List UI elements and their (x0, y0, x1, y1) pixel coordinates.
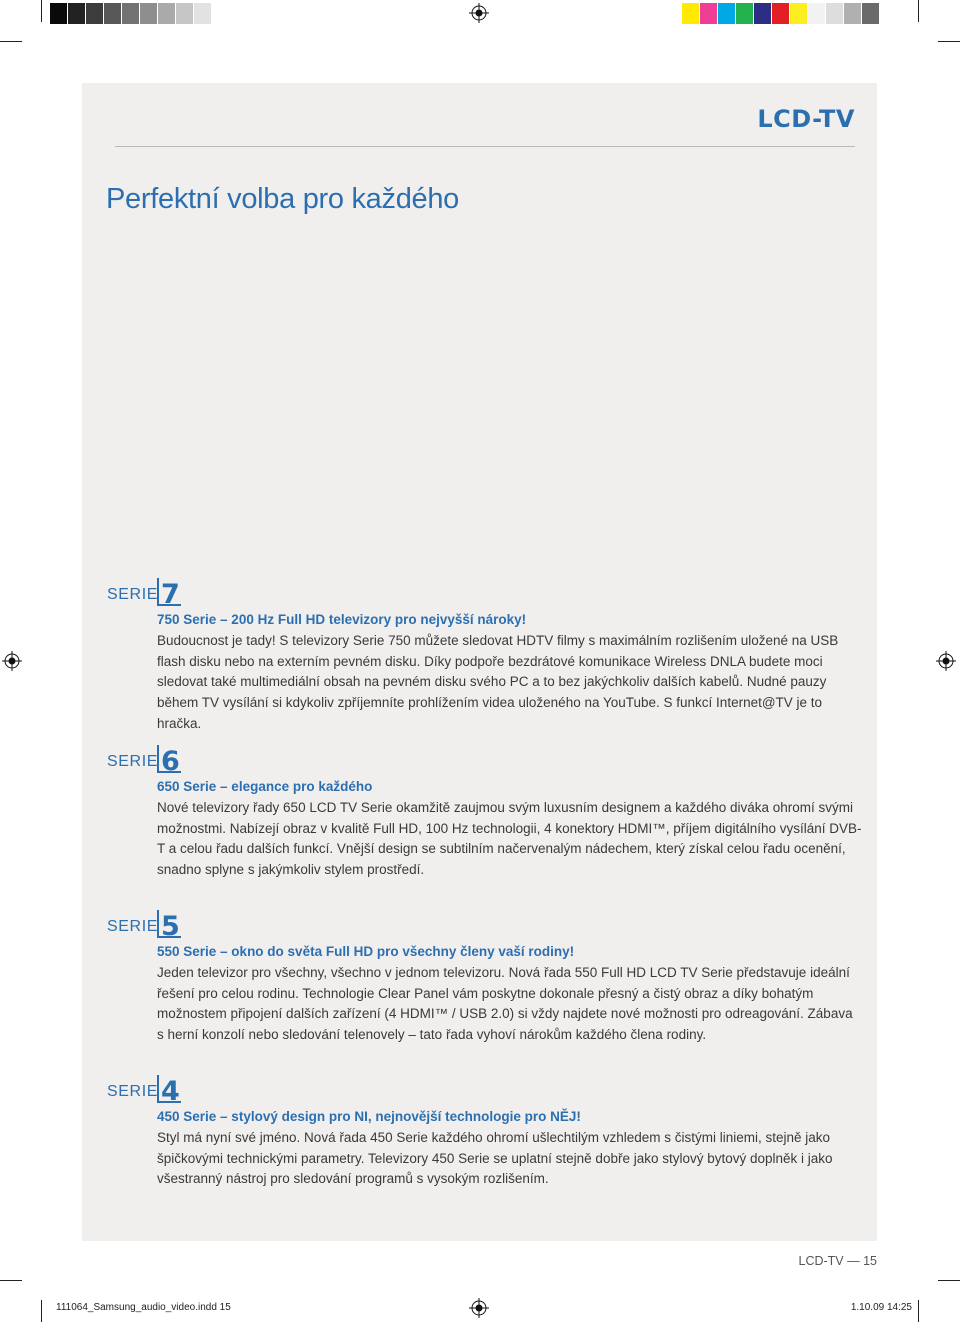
date-slug: 1.10.09 14:25 (850, 1302, 912, 1313)
serie-label: SERIE (107, 753, 159, 770)
crop-mark (41, 1300, 42, 1322)
serie-title: 650 Serie – elegance pro každého (157, 779, 373, 794)
serie-description: Budoucnost je tady! S televizory Serie 750 můžete sledovat HDTV filmy s maximálním rozlišením uložené na USB flash disku nebo na externím pevném disku. Díky podpoře bezdrátové komunikace Wireless DNLA budete moci sledovat také multimediální obsah na pevném disku svého PC a to bez jakýchkoliv dalších kabelů. Nudné pauzy během TV vysílání si kdykoliv zpříjemníte prohlížením videa uloženého na YouTube. S funkcí Internet@TV je to hračka. (157, 632, 839, 731)
color-swatch (68, 3, 86, 24)
serie-block-5 (107, 908, 862, 1046)
color-swatch (50, 3, 68, 24)
registration-mark-icon (936, 651, 956, 671)
serie-block-6 (107, 743, 862, 881)
color-swatch (158, 3, 176, 24)
crop-mark (0, 1280, 22, 1281)
serie-description: Jeden televizor pro všechny, všechno v jednom televizoru. Nová řada 550 Full HD LCD TV Serie představuje ideální řešení pro celou rodinu. Technologie Clear Panel vám poskytne dokonale přesný a čistý obraz a díky bohatým možnostem připojení dalších zařízení (4 HDMI™ / USB 2.0) si vždy najdete nové možnosti pro odreagování. Zábava s herní konzolí nebo sledování telenovely – tato řada vyhoví nárokům každého člena rodiny. (157, 964, 853, 1043)
registration-mark-icon (469, 3, 489, 23)
section-label: LCD-TV (757, 105, 855, 133)
file-slug: 111064_Samsung_audio_video.indd 15 (56, 1302, 231, 1313)
serie-block-4 (107, 1073, 862, 1190)
color-swatch (122, 3, 140, 24)
serie-description: Nové televizory řady 650 LCD TV Serie okamžitě zaujmou svým luxusním designem a každého diváka ohromí svými možnostmi. Nabízejí obraz v kvalitě Full HD, 100 Hz technologii, 4 konektory HDMI™, příjem digitálního vysílání DVB-T a celou řadu dalších funkcí. Vnější design se subtilním načervenalým nádechem, který získal celou řadu ocenění, snadno splyne s jakýmkoliv stylem prostředí. (157, 799, 862, 878)
color-swatch (682, 3, 700, 24)
color-swatch (808, 3, 826, 24)
crop-mark (918, 0, 919, 22)
serie-label: SERIE (107, 918, 159, 935)
color-swatch (194, 3, 212, 24)
color-swatch (754, 3, 772, 24)
page-number: LCD-TV — 15 (798, 1254, 877, 1268)
cmyk-color-bar (682, 3, 880, 24)
color-swatch (718, 3, 736, 24)
crop-mark (41, 0, 42, 22)
registration-mark-icon (2, 651, 22, 671)
page-title: Perfektní volba pro každého (106, 183, 460, 215)
color-swatch (176, 3, 194, 24)
serie-label: SERIE (107, 1083, 159, 1100)
color-swatch (790, 3, 808, 24)
crop-mark (938, 1280, 960, 1281)
color-swatch (772, 3, 790, 24)
serie-block-7 (107, 576, 862, 735)
color-swatch (862, 3, 880, 24)
serie-number-badge: 7 (157, 578, 181, 606)
page-panel (82, 83, 877, 1241)
serie-title: 450 Serie – stylový design pro NI, nejnovější technologie pro NĚJ! (157, 1109, 581, 1124)
registration-mark-icon (469, 1298, 489, 1318)
color-swatch (736, 3, 754, 24)
color-swatch (140, 3, 158, 24)
serie-label: SERIE (107, 586, 159, 603)
color-swatch (212, 3, 230, 24)
color-swatch (700, 3, 718, 24)
section-divider (115, 146, 855, 147)
grayscale-color-bar (50, 3, 230, 24)
serie-number-badge: 6 (157, 745, 181, 773)
serie-number-badge: 4 (157, 1075, 181, 1103)
color-swatch (826, 3, 844, 24)
serie-number-badge: 5 (157, 910, 181, 938)
crop-mark (938, 41, 960, 42)
serie-description: Styl má nyní své jméno. Nová řada 450 Serie každého ohromí ušlechtilým vzhledem s čistými liniemi, stejně jako špičkovými technickými parametry. Televizory 450 Serie se uplatní stejně dobře jako stylový bytový doplněk i jako všestranný nástroj pro sledování programů s vysokým rozlišením. (157, 1129, 833, 1187)
color-swatch (86, 3, 104, 24)
serie-title: 750 Serie – 200 Hz Full HD televizory pro nejvyšší nároky! (157, 612, 527, 627)
color-swatch (104, 3, 122, 24)
color-swatch (844, 3, 862, 24)
crop-mark (918, 1300, 919, 1322)
crop-mark (0, 41, 22, 42)
serie-title: 550 Serie – okno do světa Full HD pro všechny členy vaší rodiny! (157, 944, 575, 959)
